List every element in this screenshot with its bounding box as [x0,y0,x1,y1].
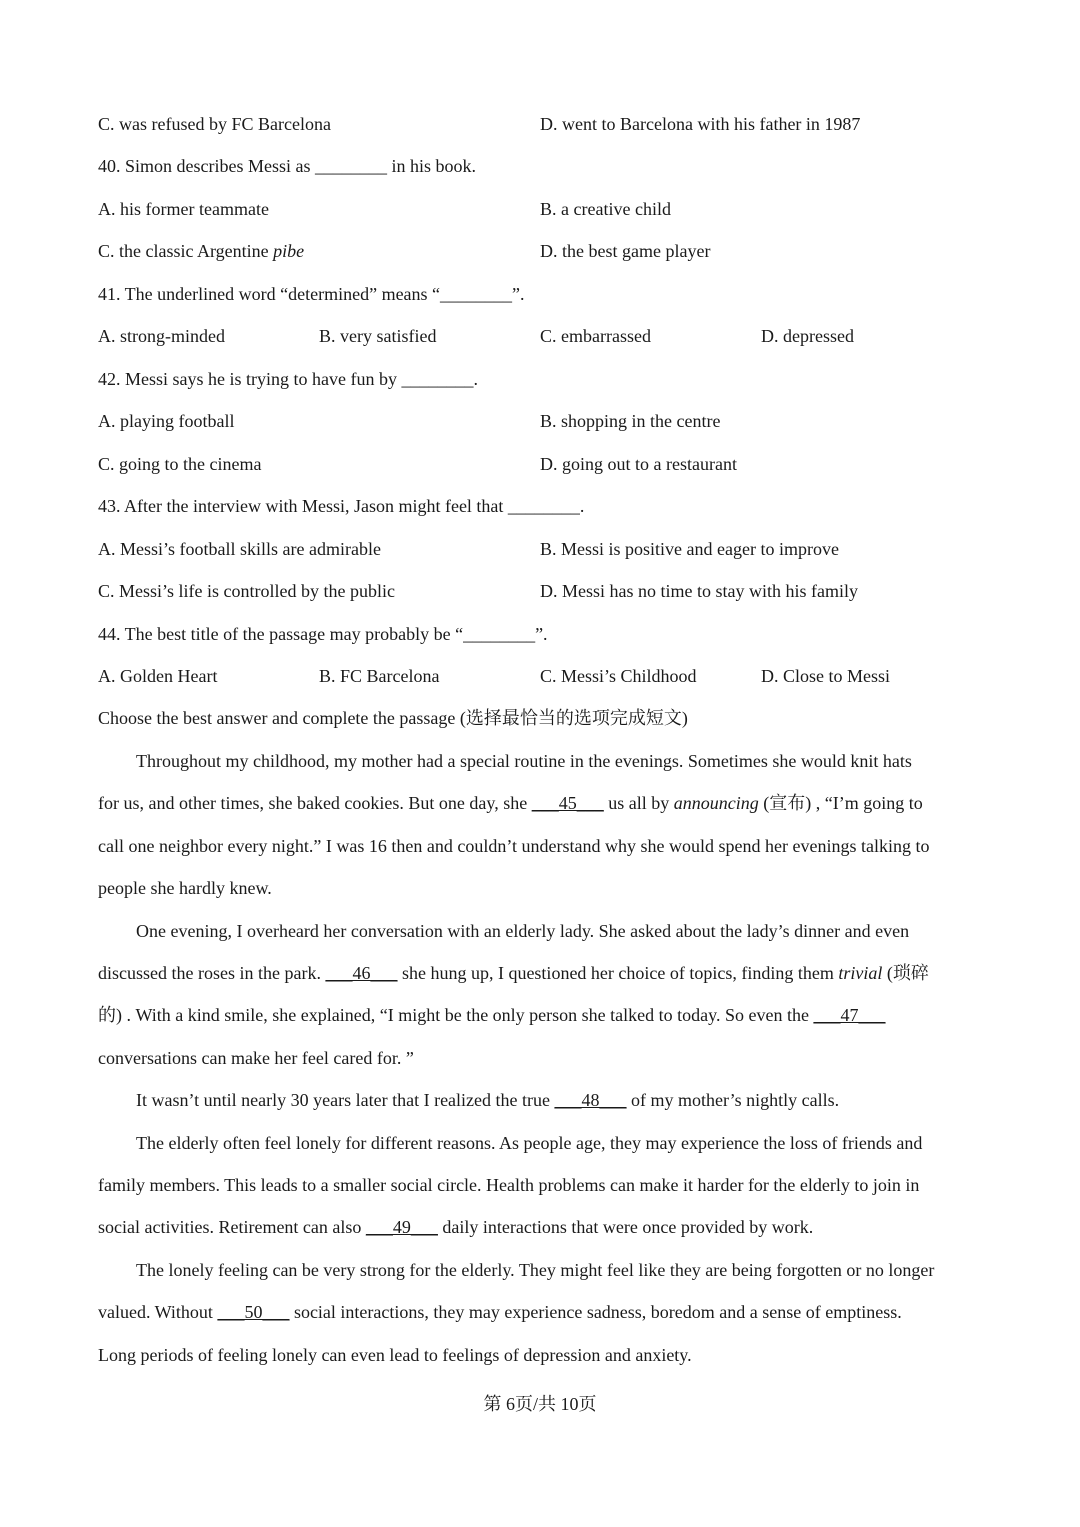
q43-option-b: B. Messi is positive and eager to improve [540,539,839,559]
q43-stem-end: . [579,496,585,516]
q42-stem-text: 42. Messi says he is trying to have fun by [98,369,402,389]
q44-stem-text: 44. The best title of the passage may probably be “ [98,624,464,644]
passage-text: for us, and other times, she baked cookies. But one day, she [98,793,532,813]
passage-text: (宣布) , “I’m going to [758,793,923,813]
passage-p4-line2: family members. This leads to a smaller social circle. Health problems can make it harder for the elderly to join in [98,1175,920,1195]
passage-text: daily interactions that were once provided by work. [437,1217,814,1237]
passage-text: valued. Without [98,1302,218,1322]
q44-option-d: D. Close to Messi [761,666,891,686]
passage-text: (琐碎 [882,963,929,983]
q40-stem-end: in his book. [386,156,476,176]
page-number: 第 6页/共 10页 [483,1394,597,1414]
q40-option-d: D. the best game player [540,241,711,261]
passage-text: It wasn’t until nearly 30 years later that I realized the true [136,1090,555,1110]
passage-p4-line1: The elderly often feel lonely for different reasons. As people age, they may experience the loss of friends and [136,1133,923,1153]
q39-option-c: C. was refused by FC Barcelona [98,114,331,134]
q42-stem [98,368,984,390]
blank-49: ___49___ [365,1217,438,1237]
passage-p5-line1: The lonely feeling can be very strong for the elderly. They might feel like they are being forgotten or no longer [136,1260,935,1280]
passage-p5-line2 [98,1301,984,1323]
passage-p3-line1 [136,1089,984,1111]
q43-blank: ________ [507,496,580,516]
passage-text: social interactions, they may experience sadness, boredom and a sense of emptiness. [289,1302,902,1322]
q44-stem-end: ”. [535,624,548,644]
passage-p1-line1: Throughout my childhood, my mother had a special routine in the evenings. Sometimes she would knit hats [136,751,912,771]
q41-option-c: C. embarrassed [540,326,651,346]
q43-option-c: C. Messi’s life is controlled by the public [98,581,395,601]
passage-p1-line2 [98,792,984,814]
passage-text: us all by [603,793,674,813]
q41-option-a: A. strong-minded [98,326,225,346]
q42-stem-end: . [473,369,478,389]
q44-option-c: C. Messi’s Childhood [540,666,697,686]
q41-stem-end: ”. [512,284,525,304]
passage-italic-word: trivial [838,963,883,983]
q43-option-a: A. Messi’s football skills are admirable [98,539,381,559]
q41-blank: ________ [440,284,513,304]
passage-italic-word: announcing [673,793,759,813]
blank-47: ___47___ [813,1005,886,1025]
passage-p2-line2 [98,962,984,984]
q44-blank: ________ [463,624,536,644]
q41-option-d: D. depressed [761,326,854,346]
passage-text: discussed the roses in the park. [98,963,326,983]
passage-p2-line3 [98,1004,984,1026]
blank-50: ___50___ [217,1302,290,1322]
q44-stem [98,623,984,645]
q42-option-a: A. playing football [98,411,235,431]
q43-stem [98,495,984,517]
q42-option-b: B. shopping in the centre [540,411,721,431]
q41-option-b: B. very satisfied [319,326,437,346]
q44-option-a: A. Golden Heart [98,666,218,686]
q40-option-b: B. a creative child [540,199,671,219]
q43-option-d: D. Messi has no time to stay with his family [540,581,858,601]
blank-48: ___48___ [554,1090,627,1110]
q40-option-c-text: C. the classic Argentine [98,241,274,261]
passage-p2-line4: conversations can make her feel cared for. ” [98,1048,414,1068]
passage-text: 的) . With a kind smile, she explained, “I might be the only person she talked to today. So even the [98,1005,814,1025]
blank-45: ___45___ [531,793,604,813]
passage-p4-line3 [98,1216,984,1238]
q40-blank: ________ [314,156,387,176]
q44-option-b: B. FC Barcelona [319,666,440,686]
section-instruction: Choose the best answer and complete the passage (选择最恰当的选项完成短文) [98,708,688,728]
passage-p2-line1: One evening, I overheard her conversation with an elderly lady. She asked about the lady’s dinner and even [136,921,910,941]
passage-p1-line3: call one neighbor every night.” I was 16 then and couldn’t understand why she would spend her evenings talking to [98,836,930,856]
q40-stem-text: 40. Simon describes Messi as [98,156,315,176]
passage-p1-line4: people she hardly knew. [98,878,272,898]
passage-text: of my mother’s nightly calls. [626,1090,840,1110]
passage-p5-line3: Long periods of feeling lonely can even lead to feelings of depression and anxiety. [98,1345,692,1365]
passage-text: she hung up, I questioned her choice of topics, finding them [397,963,839,983]
q39-option-d: D. went to Barcelona with his father in 1987 [540,114,861,134]
q42-option-c: C. going to the cinema [98,454,262,474]
q42-blank: ________ [401,369,474,389]
q40-option-c [98,240,304,262]
passage-text: social activities. Retirement can also [98,1217,366,1237]
q43-stem-text: 43. After the interview with Messi, Jason might feel that [98,496,508,516]
q40-stem [98,155,984,177]
blank-46: ___46___ [325,963,398,983]
q40-option-c-italic: pibe [273,241,305,261]
q40-option-a: A. his former teammate [98,199,269,219]
q42-option-d: D. going out to a restaurant [540,454,737,474]
q41-stem [98,283,984,305]
q41-stem-text: 41. The underlined word “determined” means “ [98,284,441,304]
